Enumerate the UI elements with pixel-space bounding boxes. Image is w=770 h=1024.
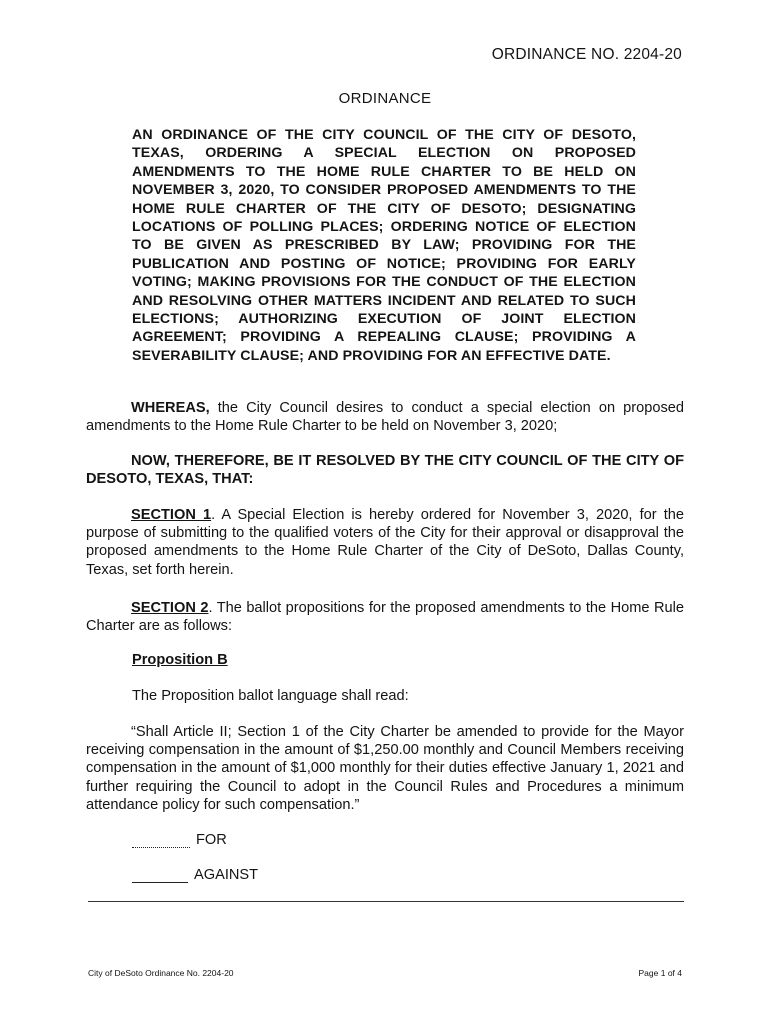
footer-ordinance-ref: City of DeSoto Ordinance No. 2204-20: [88, 968, 234, 978]
ballot-language: [86, 723, 684, 814]
vote-against-line: [132, 867, 258, 883]
document-heading: ORDINANCE: [338, 90, 432, 107]
section-2-label: SECTION 2: [131, 600, 209, 616]
divider-rule: [88, 901, 684, 902]
section-1: [86, 506, 684, 579]
section-2-text: . The ballot propositions for the proposed amendments to the Home Rule Charter are as follows:: [86, 600, 684, 635]
section-1-label: SECTION 1: [131, 507, 212, 523]
ballot-text: “Shall Article II; Section 1 of the City Charter be amended to provide for the Mayor receiving compensation in the amount of $1,250.00 monthly and Council Members receiving compensation in the amount of $1,000 monthly for their duties effective January 1, 2021 and further requiring the Council to adopt in the Council Rules and Procedures a minimum attendance policy for such compensation.”: [86, 724, 684, 813]
vote-for-line: [132, 832, 227, 848]
resolved-text: NOW, THEREFORE, BE IT RESOLVED BY THE CITY COUNCIL OF THE CITY OF DESOTO, TEXAS, THAT:: [86, 453, 684, 488]
section-1-text: . A Special Election is hereby ordered for November 3, 2020, for the purpose of submitting to the qualified voters of the City for their approval or disapproval the proposed amendments to the Home Rule Charter of the City of DeSoto, Dallas County, Texas, set forth herein.: [86, 507, 684, 578]
footer-page-number: Page 1 of 4: [638, 968, 682, 978]
against-blank: [132, 870, 188, 883]
proposition-intro: The Proposition ballot language shall read:: [132, 688, 409, 704]
whereas-label: WHEREAS,: [131, 400, 210, 416]
for-label: FOR: [196, 832, 227, 848]
resolved-clause: [86, 452, 684, 488]
whereas-clause: [86, 399, 684, 435]
ordinance-caption: AN ORDINANCE OF THE CITY COUNCIL OF THE CITY OF DESOTO, TEXAS, ORDERING A SPECIAL ELECTION ON PROPOSED AMENDMENTS TO THE HOME RULE CHARTER TO BE HELD ON NOVEMBER 3, 2020, TO CONSIDER PROPOSED AMENDMENTS TO THE HOME RULE CHARTER OF THE CITY OF DESOTO; DESIGNATING LOCATIONS OF POLLING PLACES; ORDERING NOTICE OF ELECTION TO BE GIVEN AS PRESCRIBED BY LAW; PROVIDING FOR THE PUBLICATION AND POSTING OF NOTICE; PROVIDING FOR EARLY VOTING; MAKING PROVISIONS FOR THE CONDUCT OF THE ELECTION AND RESOLVING OTHER MATTERS INCIDENT AND RELATED TO SUCH ELECTIONS; AUTHORIZING EXECUTION OF JOINT ELECTION AGREEMENT; PROVIDING A REPEALING CLAUSE; PROVIDING A SEVERABILITY CLAUSE; AND PROVIDING FOR AN EFFECTIVE DATE.: [132, 127, 636, 364]
ordinance-number: ORDINANCE NO. 2204-20: [491, 46, 682, 63]
for-blank: [132, 835, 190, 848]
section-2: [86, 599, 684, 635]
against-label: AGAINST: [194, 867, 259, 883]
whereas-text: the City Council desires to conduct a special election on proposed amendments to the Home Rule Charter to be held on November 3, 2020;: [86, 400, 684, 435]
proposition-title: Proposition B: [132, 652, 228, 668]
